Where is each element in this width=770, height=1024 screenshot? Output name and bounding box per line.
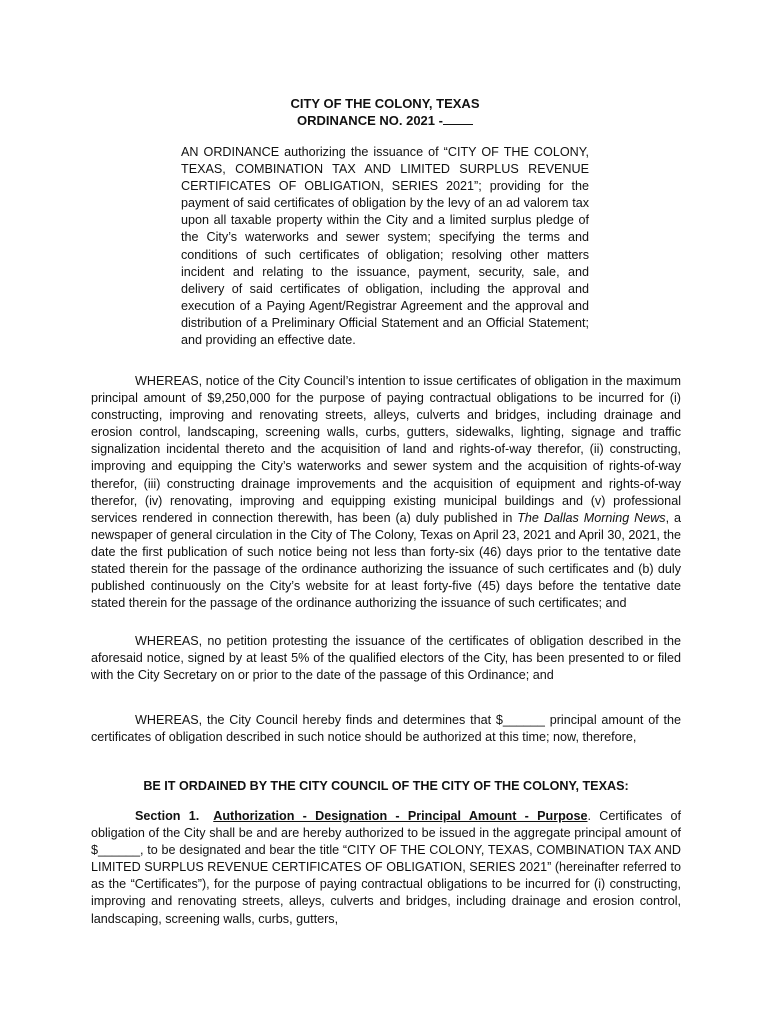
whereas-paragraph-3: [91, 712, 681, 746]
ordinance-caption: AN ORDINANCE authorizing the issuance of “CITY OF THE COLONY, TEXAS, COMBINATION TAX AND LIMITED SURPLUS REVENUE CERTIFICATES OF OBLIGATION, SERIES 2021”; providing for the payment of said certificates of obligation by the levy of an ad valorem tax upon all taxable property within the City and a limited surplus pledge of the City’s waterworks and sewer system; specifying the terms and conditions of such certificates of obligation; resolving other matters incident and relating to the issuance, payment, security, sale, and delivery of said certificates of obligation, including the approval and execution of a Paying Agent/Registrar Agreement and the approval and distribution of a Preliminary Official Statement and an Official Statement; and providing an effective date.: [181, 145, 589, 348]
whereas-3-text: WHEREAS, the City Council hereby finds and determines that $______ principal amount of the certificates of obligation described in such notice should be authorized at this time; now, therefore,: [91, 713, 681, 745]
whereas-1-text-a: WHEREAS, notice of the City Council’s intention to issue certificates of obligation in the maximum principal amount of $9,250,000 for the purpose of paying contractual obligations to be incurred for (i) constructing, improving and renovating streets, alleys, culverts and bridges, including drainage and erosion control, landscaping, screening walls, curbs, gutters, sidewalks, lighting, signage and traffic signalization incidental thereto and the acquisition of land and rights-of-way therefor, (ii) constructing, improving and equipping the City’s waterworks and sewer system and the acquisition of rights-of-way therefor, (iii) constructing drainage improvements and the acquisition of equipment and rights-of-way therefor, (iv) renovating, improving and equipping existing municipal buildings and (v) professional services rendered in connection therewith, has been (a) duly published in: [91, 374, 681, 525]
section-1-heading: Authorization - Designation - Principal Amount - Purpose: [213, 809, 588, 823]
section-1-text: . Certificates of obligation of the City shall be and are hereby authorized to be issued in the aggregate principal amount of $______, to be designated and bear the title “CITY OF THE COLONY, TEXAS, COMBINATION TAX AND LIMITED SURPLUS REVENUE CERTIFICATES OF OBLIGATION, SERIES 2021” (hereinafter referred to as the “Certificates”), for the purpose of paying contractual obligations to be incurred for (i) constructing, improving and renovating streets, alleys, culverts and bridges, including drainage and erosion control, landscaping, screening walls, curbs, gutters,: [91, 809, 681, 926]
ordinance-prefix: ORDINANCE NO. 2021 -: [297, 113, 443, 128]
ordinance-number: [0, 112, 770, 129]
section-1-label: Section 1.: [135, 809, 200, 823]
city-title: CITY OF THE COLONY, TEXAS: [290, 96, 480, 111]
whereas-paragraph-1: [91, 373, 681, 612]
whereas-1-text-b: , a newspaper of general circulation in the City of The Colony, Texas on April 23, 2021 and April 30, 2021, the date the first publication of such notice being not less than forty-six (46) days prior to the tentative date stated therein for the passage of the ordinance authorizing the issuance of such certificates and (b) duly published continuously on the City’s website for at least forty-five (45) days before the tentative date stated therein for the passage of the ordinance authorizing the issuance of such certificates; and: [91, 510, 681, 611]
newspaper-name: The Dallas Morning News: [517, 510, 666, 525]
whereas-2-text: WHEREAS, no petition protesting the issuance of the certificates of obligation described in the aforesaid notice, signed by at least 5% of the qualified electors of the City, has been presented to or filed with the City Secretary on or prior to the date of the passage of this Ordinance; and: [91, 634, 681, 683]
ordinance-number-blank: [443, 112, 473, 125]
whereas-paragraph-2: [91, 633, 681, 684]
section-1-paragraph: [91, 808, 681, 928]
ordained-clause: BE IT ORDAINED BY THE CITY COUNCIL OF THE CITY OF THE COLONY, TEXAS:: [143, 779, 629, 793]
